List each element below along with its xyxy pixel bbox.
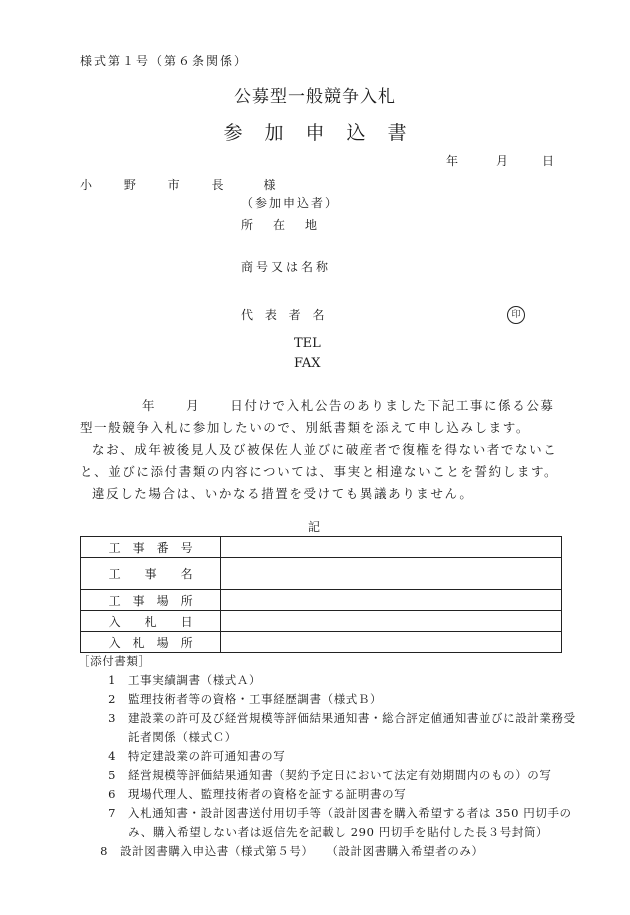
date-month: 月	[496, 154, 509, 168]
p1-rest: 日付けで入札公告のありました下記工事に係る公募型一般競争入札に参加したいので、別紙書類を添えて申し込みします。	[80, 398, 555, 435]
address-label: 所 在 地	[241, 218, 322, 232]
list-item: 4 特定建設業の許可通知書の写	[108, 749, 286, 763]
fax-label: FAX	[294, 356, 321, 371]
form-number: 様式第１号（第６条関係）	[80, 54, 249, 68]
seal-mark: 印	[507, 306, 525, 324]
applicant-heading: （参加申込者）	[241, 196, 340, 210]
attachments-heading: ［添付書類］	[78, 654, 151, 668]
title-line1: 公募型一般競争入札	[234, 87, 396, 107]
list-item: 5 経営規模等評価結果通知書（契約予定日において法定有効期間内のもの）の写	[108, 768, 552, 782]
paragraph-3: 違反した場合は、いかなる措置を受けても異議ありません。	[92, 486, 474, 501]
list-item: 3 建設業の許可及び経営規模等評価結果通知書・総合評定値通知書並びに設計業務受託者関係（様式Ｃ）	[108, 711, 576, 744]
list-item: 1 工事実績調書（様式Ａ）	[108, 673, 262, 687]
table-row	[81, 590, 562, 611]
list-item: 2 監理技術者等の資格・工事経歴調書（様式Ｂ）	[108, 692, 383, 706]
page-title: 参加申込書	[223, 122, 429, 144]
row-label: 入 札 場 所	[81, 632, 221, 653]
row-label: 工 事 場 所	[81, 590, 221, 611]
bid-location-field[interactable]	[221, 632, 562, 653]
attachments-section	[80, 652, 580, 861]
list-item: 8 設計図書購入申込書（様式第５号） （設計図書購入希望者のみ）	[100, 844, 484, 858]
company-name-label: 商号又は名称	[241, 260, 332, 274]
tel-label: TEL	[294, 336, 321, 351]
project-name-field[interactable]	[221, 558, 562, 590]
table-row	[81, 611, 562, 632]
body-text	[80, 395, 562, 505]
list-item: 7 入札通知書・設計図書送付用切手等（設計図書を購入希望する者は 350 円切手のみ、購入希望しない者は返信先を記載し 290 円切手を貼付した長３号封筒）	[108, 806, 572, 839]
row-label: 工 事 名	[81, 558, 221, 590]
table-row	[81, 558, 562, 590]
ki-label: 記	[308, 520, 321, 534]
representative-label: 代 表 者 名	[241, 308, 329, 322]
date-day: 日	[542, 154, 555, 168]
paragraph-2: なお、成年被後見人及び被保佐人並びに破産者で復権を得ない者でないこと、並びに添付書類の内容については、事実と相違ないことを誓約します。	[80, 442, 559, 479]
p1-year: 年	[142, 398, 157, 413]
project-location-field[interactable]	[221, 590, 562, 611]
row-label: 入 札 日	[81, 611, 221, 632]
table-row	[81, 632, 562, 653]
bid-date-field[interactable]	[221, 611, 562, 632]
project-info-table	[80, 536, 562, 653]
date-year: 年	[446, 154, 459, 168]
paragraph-1	[80, 395, 562, 439]
addressee: 小 野 市 長 様	[80, 178, 290, 192]
project-number-field[interactable]	[221, 537, 562, 558]
p1-month: 月	[186, 398, 201, 413]
list-item: 6 現場代理人、監理技術者の資格を証する証明書の写	[108, 787, 407, 801]
table-row	[81, 537, 562, 558]
row-label: 工 事 番 号	[81, 537, 221, 558]
